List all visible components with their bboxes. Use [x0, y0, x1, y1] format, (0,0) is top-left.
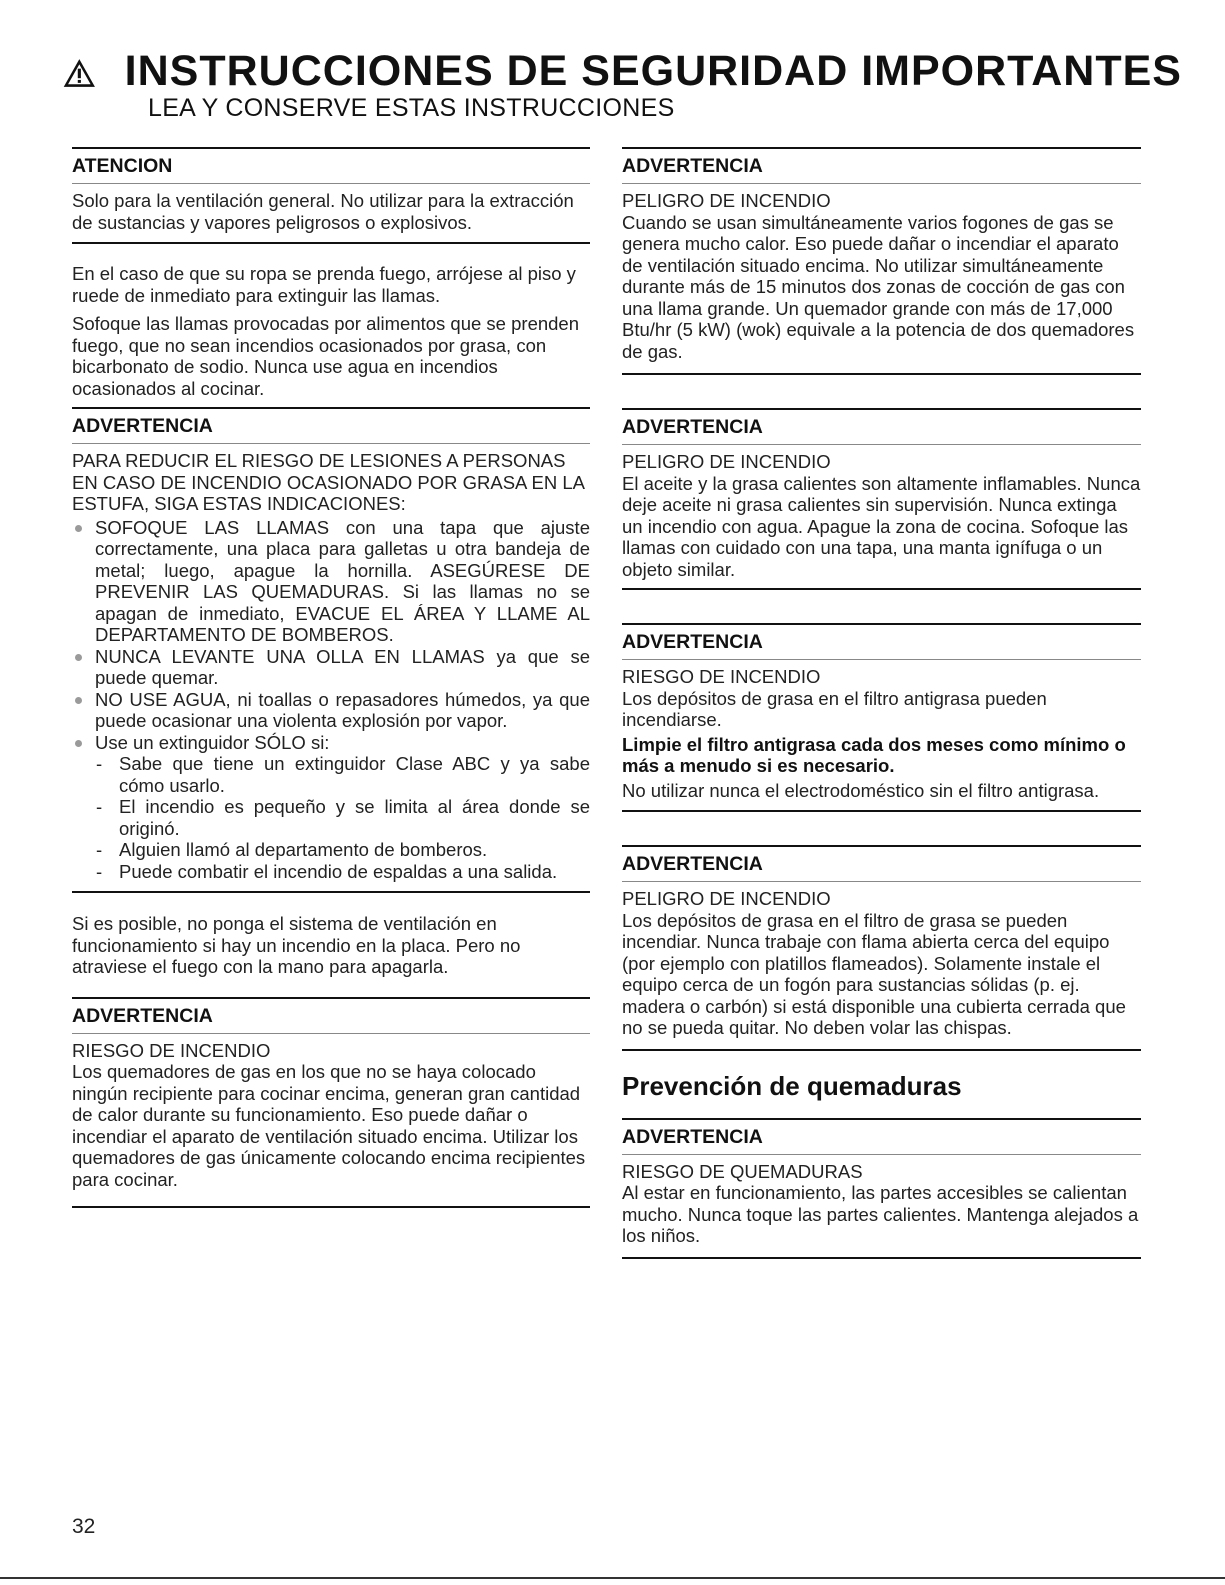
bottom-divider	[0, 1577, 1225, 1579]
advertencia-bold-text: Limpie el filtro antigrasa cada dos meses como mínimo o más a menudo si es necesario.	[622, 733, 1126, 776]
advertencia-burners-box	[72, 997, 590, 1209]
warning-triangle-icon	[62, 55, 97, 91]
burns-heading: Prevención de quemaduras	[622, 1070, 962, 1101]
advertencia-filter-box	[622, 623, 1141, 812]
advertencia-subtitle: PELIGRO DE INCENDIO	[622, 190, 831, 211]
advertencia-body	[622, 882, 1141, 1051]
sub-list-item: - Sabe que tiene un extinguidor Clase ABC y ya sabe cómo usarlo.	[96, 753, 590, 796]
advertencia-heading: ADVERTENCIA	[622, 408, 1141, 445]
advertencia-text: Los depósitos de grasa en el filtro de grasa se pueden incendiar. Nunca trabaje con flama abierta cerca del equipo (por ejemplo con platillos flameados). Solamente instale el equipo cerca de un fogón para sustancias sólidas (p. ej. madera o carbón) si está disponible una cubierta cerrada que no se pueda quitar. No deben volar las chispas.	[622, 909, 1126, 1038]
atencion-box	[72, 147, 590, 244]
list-item: NUNCA LEVANTE UNA OLLA EN LLAMAS ya que se puede quemar.	[72, 646, 590, 689]
sub-list	[95, 753, 590, 882]
advertencia-text: Al estar en funcionamiento, las partes accesibles se calientan mucho. Nunca toque las partes calientes. Mantenga alejados a los niños.	[622, 1182, 1139, 1246]
advertencia-body	[72, 1034, 590, 1209]
advertencia-body	[622, 1155, 1141, 1259]
advertencia-flame-box	[622, 845, 1141, 1051]
advertencia-text: Cuando se usan simultáneamente varios fogones de gas se genera mucho calor. Eso puede dañar o incendiar el aparato de ventilación situado encima. No utilizar simultáneamente durante más de 15 minutos dos zonas de cocción de gas con una llama grande. Un quemador grande con más de 17,000 Btu/hr (5 kW) (wok) equivale a la potencia de dos quemadores de gas.	[622, 211, 1135, 362]
advertencia-subtitle: PELIGRO DE INCENDIO	[622, 888, 831, 909]
page-number: 32	[72, 1515, 96, 1538]
advertencia-grease-box	[72, 407, 590, 893]
ventilation-note-text: Si es posible, no ponga el sistema de ventilación en funcionamiento si hay un incendio en la placa. Pero no atraviese el fuego con la mano para apagarla.	[72, 913, 521, 977]
right-column	[622, 147, 1141, 1259]
advertencia-text-2: No utilizar nunca el electrodoméstico sin el filtro antigrasa.	[622, 779, 1100, 801]
advertencia-body	[622, 184, 1141, 375]
advertencia-subtitle: RIESGO DE QUEMADURAS	[622, 1160, 863, 1182]
atencion-heading: ATENCION	[72, 147, 590, 184]
sub-list-item: - Puede combatir el incendio de espaldas a una salida.	[96, 860, 558, 882]
advertencia-body	[72, 444, 590, 893]
advertencia-heading: ADVERTENCIA	[622, 1118, 1141, 1155]
advertencia-subtitle: PELIGRO DE INCENDIO	[622, 451, 831, 472]
advertencia-body	[622, 445, 1141, 590]
sub-list-item: - Alguien llamó al departamento de bomberos.	[96, 839, 488, 860]
advertencia-heading: ADVERTENCIA	[72, 997, 590, 1034]
atencion-text: Solo para la ventilación general. No utilizar para la extracción de sustancias y vapores peligrosos o explosivos.	[72, 190, 574, 233]
fire-instructions	[72, 244, 590, 407]
advertencia-heading: ADVERTENCIA	[622, 147, 1141, 184]
list-item: NO USE AGUA, ni toallas o repasadores húmedos, ya que puede ocasionar una violenta explosión por vapor.	[72, 689, 590, 732]
sub-list-item: - El incendio es pequeño y se limita al área donde se originó.	[96, 796, 590, 839]
advertencia-burns-box	[622, 1118, 1141, 1259]
advertencia-oil-box	[622, 408, 1141, 590]
advertencia-body	[622, 660, 1141, 812]
fire-food-text: Sofoque las llamas provocadas por alimentos que se prenden fuego, que no sean incendios ocasionados por grasa, con bicarbonato de sodio. Nunca use agua en incendios ocasionados al cocinar.	[72, 313, 580, 399]
bullet-icon	[75, 697, 82, 704]
page-subtitle: LEA Y CONSERVE ESTAS INSTRUCCIONES	[148, 94, 675, 122]
advertencia-heading: ADVERTENCIA	[622, 623, 1141, 660]
bullet-icon	[75, 740, 82, 747]
title-row	[62, 48, 1182, 94]
advertencia-heading: ADVERTENCIA	[72, 407, 590, 444]
bullet-icon	[75, 525, 82, 532]
list-item: Use un extinguidor SÓLO si: - Sabe que tiene un extinguidor Clase ABC y ya sabe cómo usarlo. - El incendio es pequeño y se limita al área donde se originó. - Alguien llamó al departamento de bomberos. - Puede combatir el incendio de espaldas a una salida.	[72, 732, 590, 883]
advertencia-gas-box	[622, 147, 1141, 375]
fire-clothes-text: En el caso de que su ropa se prenda fuego, arrójese al piso y ruede de inmediato para extinguir las llamas.	[72, 263, 576, 306]
page-header	[62, 48, 1182, 122]
advertencia-text: Los depósitos de grasa en el filtro antigrasa pueden incendiarse.	[622, 687, 1047, 730]
list-item: SOFOQUE LAS LLAMAS con una tapa que ajuste correctamente, una placa para galletas u otra bandeja de metal; luego, apague la hornilla. ASEGÚRESE DE PREVENIR LAS QUEMADURAS. Si las llamas no se apagan de inmediato, EVACUE EL ÁREA Y LLAME AL DEPARTAMENTO DE BOMBEROS.	[72, 517, 590, 646]
advertencia-heading: ADVERTENCIA	[622, 845, 1141, 882]
bullet-icon	[75, 654, 82, 661]
advertencia-subtitle: RIESGO DE INCENDIO	[72, 1039, 271, 1061]
left-column	[72, 147, 590, 1208]
page-title: INSTRUCCIONES DE SEGURIDAD IMPORTANTES	[124, 47, 1182, 95]
advertencia-subtitle: RIESGO DE INCENDIO	[622, 666, 821, 687]
advertencia-text: El aceite y la grasa calientes son altamente inflamables. Nunca deje aceite ni grasa calientes sin supervisión. Nunca extinga un incendio con agua. Apague la zona de cocina. Sofoque las llamas con cuidado con una tapa, una manta ignífuga o un objeto similar.	[622, 472, 1141, 580]
atencion-body	[72, 184, 590, 244]
ventilation-note	[72, 893, 590, 997]
bullet-list	[72, 517, 590, 883]
advertencia-intro: PARA REDUCIR EL RIESGO DE LESIONES A PERSONAS EN CASO DE INCENDIO OCASIONADO POR GRASA EN LA ESTUFA, SIGA ESTAS INDICACIONES:	[72, 450, 584, 514]
advertencia-text: Los quemadores de gas en los que no se haya colocado ningún recipiente para cocinar encima, generan gran cantidad de calor durante su funcionamiento. Eso puede dañar o incendiar el aparato de ventilación situado encima. Utilizar los quemadores de gas únicamente colocando encima recipientes para cocinar.	[72, 1061, 586, 1190]
